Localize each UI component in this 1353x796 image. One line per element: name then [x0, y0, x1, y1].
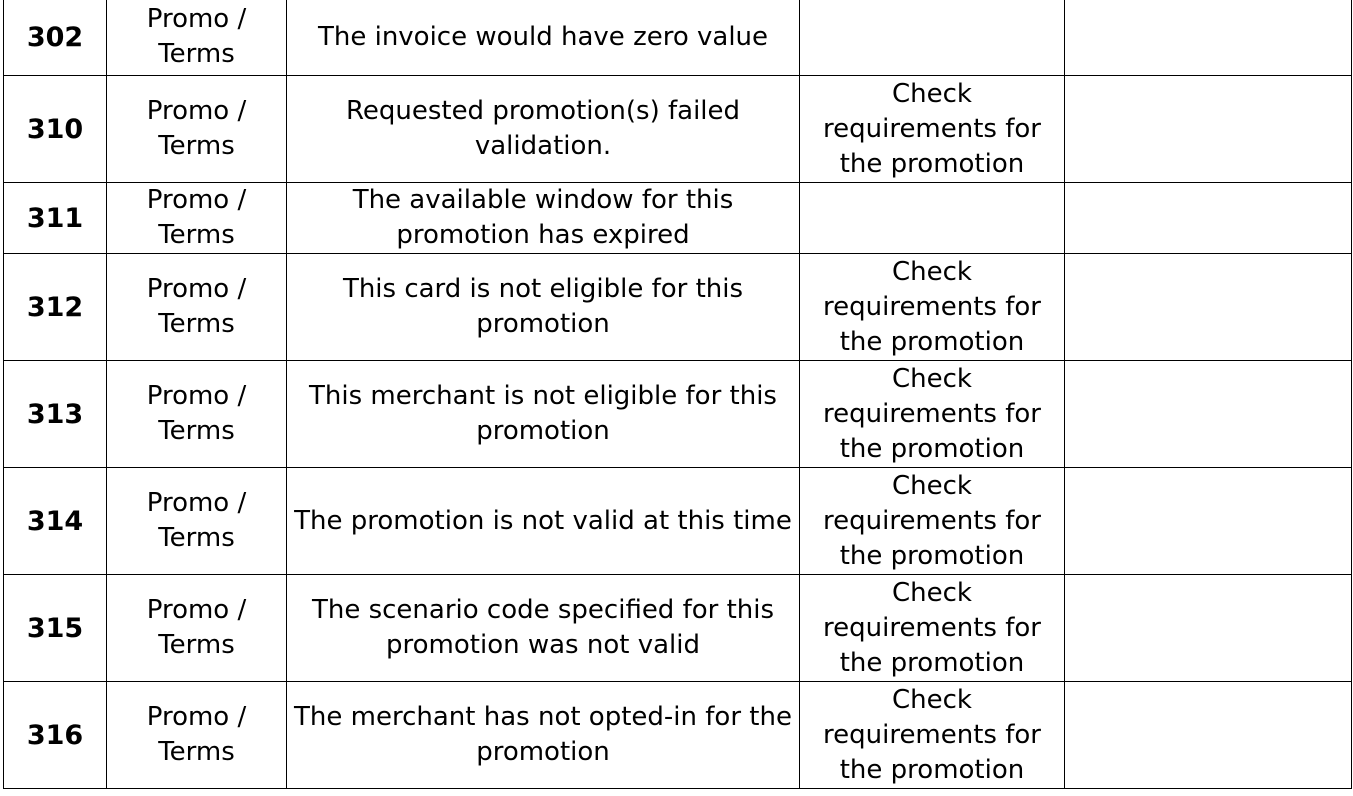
table-row: [4, 682, 1352, 789]
action-cell: Check requirements for the promotion: [800, 76, 1065, 183]
notes-cell: [1065, 575, 1352, 682]
description-cell: The promotion is not valid at this time: [287, 468, 800, 575]
code-cell: 310: [4, 76, 107, 183]
code-cell: 316: [4, 682, 107, 789]
code-cell: 313: [4, 361, 107, 468]
category-cell: Promo / Terms: [107, 682, 287, 789]
table-row: [4, 76, 1352, 183]
code-cell: 315: [4, 575, 107, 682]
table-row: [4, 183, 1352, 254]
table-row: [4, 361, 1352, 468]
table-row: [4, 254, 1352, 361]
category-cell: Promo / Terms: [107, 254, 287, 361]
action-cell: Check requirements for the promotion: [800, 575, 1065, 682]
description-cell: Requested promotion(s) failed validation.: [287, 76, 800, 183]
action-cell: Check requirements for the promotion: [800, 468, 1065, 575]
code-cell: 311: [4, 183, 107, 254]
category-cell: Promo / Terms: [107, 575, 287, 682]
description-cell: This card is not eligible for this promotion: [287, 254, 800, 361]
action-cell: Check requirements for the promotion: [800, 361, 1065, 468]
action-cell: [800, 183, 1065, 254]
action-cell: Check requirements for the promotion: [800, 682, 1065, 789]
table-row: [4, 575, 1352, 682]
category-cell: Promo / Terms: [107, 468, 287, 575]
code-cell: 314: [4, 468, 107, 575]
category-cell: Promo / Terms: [107, 76, 287, 183]
description-cell: The merchant has not opted-in for the promotion: [287, 682, 800, 789]
table-row: [4, 468, 1352, 575]
action-cell: Check requirements for the promotion: [800, 254, 1065, 361]
notes-cell: [1065, 183, 1352, 254]
notes-cell: [1065, 361, 1352, 468]
category-cell: Promo / Terms: [107, 183, 287, 254]
description-cell: The available window for this promotion has expired: [287, 183, 800, 254]
notes-cell: [1065, 0, 1352, 76]
error-code-table: [3, 0, 1352, 789]
category-cell: Promo / Terms: [107, 0, 287, 76]
description-cell: The invoice would have zero value: [287, 0, 800, 76]
notes-cell: [1065, 76, 1352, 183]
table-row: [4, 0, 1352, 76]
category-cell: Promo / Terms: [107, 361, 287, 468]
description-cell: This merchant is not eligible for this promotion: [287, 361, 800, 468]
notes-cell: [1065, 468, 1352, 575]
description-cell: The scenario code specified for this promotion was not valid: [287, 575, 800, 682]
notes-cell: [1065, 254, 1352, 361]
notes-cell: [1065, 682, 1352, 789]
code-cell: 312: [4, 254, 107, 361]
code-cell: 302: [4, 0, 107, 76]
action-cell: [800, 0, 1065, 76]
